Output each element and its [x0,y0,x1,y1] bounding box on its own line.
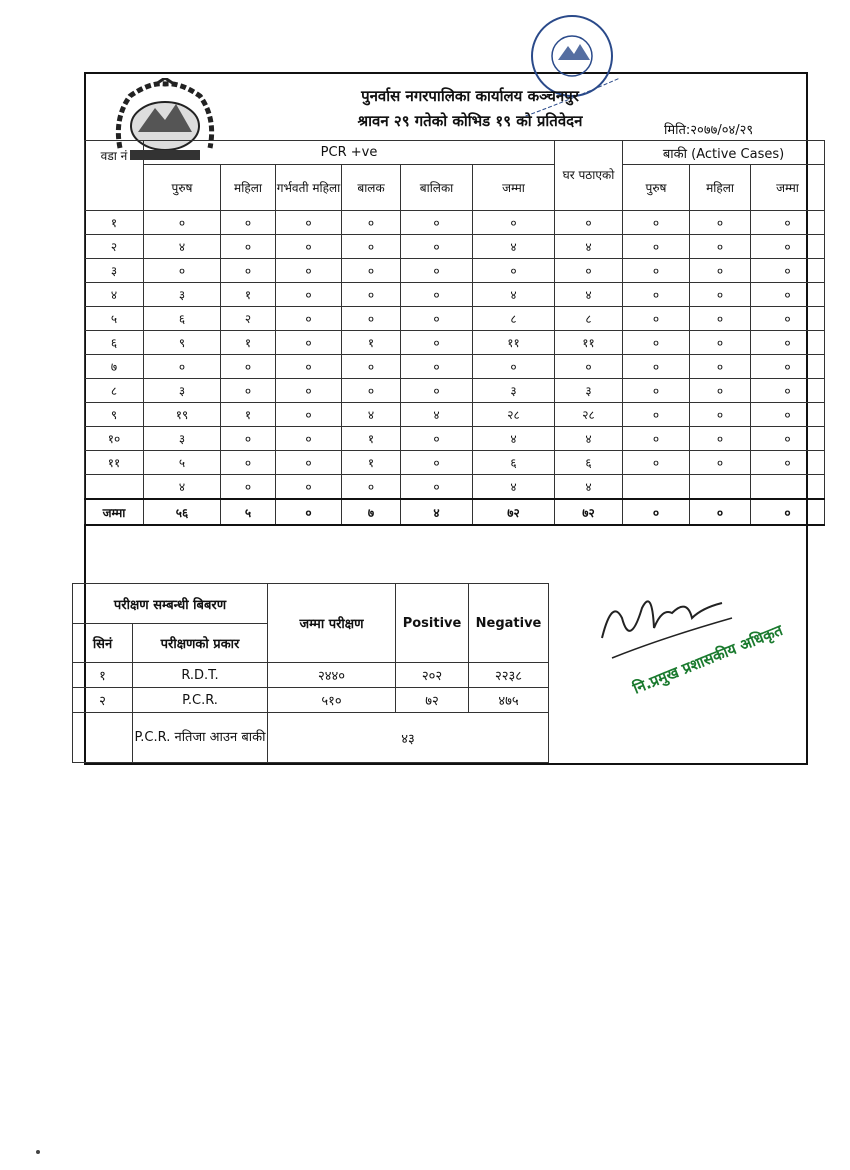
ward-cell: ० [401,211,473,235]
ward-cell: ० [623,259,690,283]
ward-cell: १ [342,451,401,475]
ward-number: ११ [85,451,144,475]
ward-cell: ४ [473,235,555,259]
ward-cell: ० [751,379,825,403]
pcr-total-header: जम्मा [473,165,555,211]
ward-cell: ४ [555,283,623,307]
test-sn: १ [73,663,133,688]
ward-cell: ० [751,307,825,331]
ward-cell: ० [473,355,555,379]
active-female-header: महिला [690,165,751,211]
ward-cell: ० [751,259,825,283]
ward-cell: ८ [473,307,555,331]
pcr-female-header: महिला [221,165,276,211]
ward-cell [751,475,825,500]
ward-cell: २८ [473,403,555,427]
ward-cell: ० [342,307,401,331]
total-cell: ० [751,499,825,525]
pcr-boy-header: बालक [342,165,401,211]
ward-cell: ० [751,331,825,355]
ward-row [85,235,825,259]
ward-cell: ० [221,427,276,451]
ward-cell: ० [690,235,751,259]
ward-row [85,211,825,235]
ward-number: १ [85,211,144,235]
ward-cell: ४ [144,235,221,259]
ward-cell: ० [751,427,825,451]
ward-row [85,307,825,331]
ward-cell: ० [276,283,342,307]
ward-cell: ० [342,211,401,235]
pcr-pregnant-header: गर्भवती महिला [276,165,342,211]
header-row-2 [85,165,825,211]
ward-cell: ४ [473,475,555,500]
ward-cell: ० [401,331,473,355]
ward-row [85,283,825,307]
test-negative: २२३८ [469,663,549,688]
report-subtitle: श्रावन २९ गतेको कोभिड १९ को प्रतिवेदन [357,112,583,130]
ward-cell: ० [623,235,690,259]
test-positive: ७२ [396,688,469,713]
ward-cell: ० [221,379,276,403]
ward-cell: ० [623,211,690,235]
total-tests-header: जम्मा परीक्षण [268,584,396,663]
test-row [73,688,549,713]
pending-empty-cell [73,713,133,763]
ward-cell: ० [555,211,623,235]
ward-cell [623,475,690,500]
test-group-header: परीक्षण सम्बन्धी बिबरण [73,584,268,624]
ward-cell: ० [144,355,221,379]
ward-cell: ० [401,475,473,500]
ward-cell: ० [401,451,473,475]
ward-cell: ० [690,307,751,331]
ward-cell: ० [751,403,825,427]
ward-cell: ० [623,355,690,379]
negative-header: Negative [469,584,549,663]
ward-cell: ० [751,235,825,259]
ward-row [85,427,825,451]
ward-cell: ० [401,307,473,331]
ward-cell: ० [342,283,401,307]
ward-cell: २८ [555,403,623,427]
total-cell: ५६ [144,499,221,525]
ward-cell: ३ [555,379,623,403]
ward-cell: ० [623,451,690,475]
test-type-header: परीक्षणको प्रकार [133,624,268,663]
ward-cell: ० [623,307,690,331]
total-cell: ७ [342,499,401,525]
pcr-male-header: पुरुष [144,165,221,211]
ward-cell: ० [342,259,401,283]
ward-cell: ० [690,211,751,235]
test-type: R.D.T. [133,663,268,688]
test-summary-table [72,583,549,763]
ward-number: ५ [85,307,144,331]
ward-cell: ० [690,451,751,475]
ward-cell: १९ [144,403,221,427]
ward-cell: ० [276,211,342,235]
total-cell: ० [276,499,342,525]
ward-cell: ० [623,427,690,451]
ward-cell: ० [221,211,276,235]
ward-cell: ० [690,403,751,427]
test-total: २४४० [268,663,396,688]
pcr-girl-header: बालिका [401,165,473,211]
ward-cell: ० [401,259,473,283]
ward-cell: ४ [144,475,221,500]
ward-cell: ४ [555,235,623,259]
ward-cell: ३ [473,379,555,403]
ward-cell: ० [690,283,751,307]
ward-cell: ३ [144,283,221,307]
ward-number: ८ [85,379,144,403]
total-cell: ० [623,499,690,525]
ward-cell [690,475,751,500]
ward-cell: ० [401,379,473,403]
ward-cell: ० [276,475,342,500]
office-stamp-text: नि.प्रमुख प्रशासकीय अधिकृत [630,621,786,698]
ward-cell: ४ [473,283,555,307]
total-cell: ७२ [555,499,623,525]
ward-cell: ८ [555,307,623,331]
ward-cell: ५ [144,451,221,475]
ward-cell: ४ [342,403,401,427]
ward-cell: ० [473,259,555,283]
test-positive: २०२ [396,663,469,688]
ward-cell: १ [342,427,401,451]
ward-row [85,355,825,379]
ward-cell: ० [276,451,342,475]
ward-cell: ३ [144,379,221,403]
pending-label: P.C.R. नतिजा आउन बाकी [133,713,268,763]
ward-cell: ० [221,475,276,500]
home-sent-header: घर पठाएको [555,141,623,211]
total-cell: ० [690,499,751,525]
ward-cell: ० [276,427,342,451]
covid-ward-table [84,140,825,526]
ward-rows [85,211,825,500]
total-label: जम्मा [85,499,144,525]
ward-cell: ३ [144,427,221,451]
active-male-header: पुरुष [623,165,690,211]
ward-number: ६ [85,331,144,355]
ward-cell: ० [555,355,623,379]
active-group-header: बाकी (Active Cases) [623,141,825,165]
ward-cell: ० [342,379,401,403]
test-header-row [73,584,549,624]
ward-cell: ११ [555,331,623,355]
ward-cell: ० [276,355,342,379]
test-negative: ४७५ [469,688,549,713]
total-cell: ५ [221,499,276,525]
ward-cell: ० [221,451,276,475]
sn-header: सिनं [73,624,133,663]
ward-cell: ६ [555,451,623,475]
ward-cell: ० [342,235,401,259]
ward-cell: ० [751,211,825,235]
ward-row [85,403,825,427]
report-date: मिति:२०७७/०४/२९ [664,123,754,138]
ward-cell: १ [342,331,401,355]
ward-cell: ० [144,211,221,235]
ward-number: ९ [85,403,144,427]
ward-cell: ४ [555,427,623,451]
ward-cell: ० [276,307,342,331]
ward-cell: ० [401,235,473,259]
ward-cell: ६ [473,451,555,475]
report-title: पुनर्वास नगरपालिका कार्यालय कञ्चनपुर [361,87,579,105]
pending-value: ४३ [268,713,549,763]
ward-cell: ० [751,283,825,307]
ward-number: ४ [85,283,144,307]
ward-cell: ० [751,451,825,475]
ward-cell: २ [221,307,276,331]
ward-cell: ० [623,331,690,355]
ward-cell: ६ [144,307,221,331]
ward-row [85,331,825,355]
ward-cell: ० [690,379,751,403]
test-total: ५१० [268,688,396,713]
ward-cell: ० [623,403,690,427]
ward-cell: ११ [473,331,555,355]
total-cell: ४ [401,499,473,525]
total-cell: ७२ [473,499,555,525]
ward-row [85,451,825,475]
ward-cell: ० [555,259,623,283]
ward-cell: ४ [401,403,473,427]
positive-header: Positive [396,584,469,663]
ward-header: वडा नं [85,141,144,211]
ward-cell: ० [690,259,751,283]
ward-cell: १ [221,403,276,427]
ward-cell: ० [401,283,473,307]
ward-row [85,475,825,500]
total-row [85,499,825,525]
ward-cell: ० [401,427,473,451]
ward-cell: १ [221,283,276,307]
header-row-1 [85,141,825,165]
ward-cell: ० [276,379,342,403]
active-total-header: जम्मा [751,165,825,211]
ward-cell: ९ [144,331,221,355]
test-sn: २ [73,688,133,713]
ward-cell: ० [690,427,751,451]
ward-cell: ० [401,355,473,379]
ward-cell: ० [342,355,401,379]
test-type: P.C.R. [133,688,268,713]
page-mark [36,1150,40,1154]
ward-cell: ० [690,331,751,355]
pcr-group-header: PCR +ve [144,141,555,165]
ward-cell: ० [690,355,751,379]
ward-row [85,259,825,283]
ward-cell: १ [221,331,276,355]
ward-row [85,379,825,403]
ward-cell: ० [623,379,690,403]
ward-cell: ० [221,235,276,259]
ward-number [85,475,144,500]
pending-row [73,713,549,763]
ward-cell: ० [342,475,401,500]
ward-cell: ४ [473,427,555,451]
ward-cell: ० [276,403,342,427]
ward-number: ३ [85,259,144,283]
ward-cell: ० [276,235,342,259]
ward-cell: ० [276,331,342,355]
ward-number: २ [85,235,144,259]
ward-cell: ० [144,259,221,283]
ward-cell: ० [623,283,690,307]
ward-cell: ० [473,211,555,235]
ward-cell: ० [221,259,276,283]
ward-cell: ० [221,355,276,379]
test-row [73,663,549,688]
ward-cell: ० [751,355,825,379]
ward-cell: ० [276,259,342,283]
ward-number: १० [85,427,144,451]
ward-number: ७ [85,355,144,379]
ward-cell: ४ [555,475,623,500]
